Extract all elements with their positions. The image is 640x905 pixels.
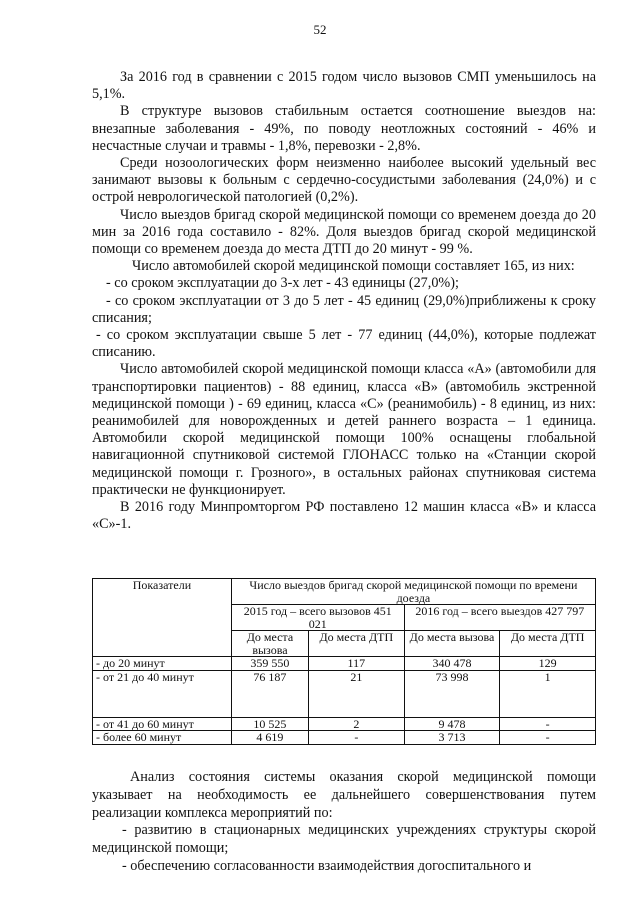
row-label: - более 60 минут bbox=[93, 731, 232, 745]
bottom-text bbox=[92, 769, 596, 876]
paragraph: Среди нозоологических форм неизменно наиболее высокий удельный вес занимают вызовы к больным с сердечно-сосудистыми заболевания (24,0%) и с острой неврологической патологией (0,2%). bbox=[92, 155, 596, 206]
header-2015: 2015 год – всего вызовов 451 021 bbox=[231, 605, 404, 631]
subheader-call: До места вызова bbox=[231, 631, 308, 657]
cell: 4 619 bbox=[231, 731, 308, 745]
subheader-dtp: До места ДТП bbox=[309, 631, 405, 657]
body-text bbox=[92, 69, 596, 533]
cell: 73 998 bbox=[404, 670, 500, 717]
cell: 9 478 bbox=[404, 717, 500, 731]
cell: - bbox=[500, 731, 596, 745]
cell: - bbox=[309, 731, 405, 745]
cell: 359 550 bbox=[231, 657, 308, 671]
page-number: 52 bbox=[313, 22, 327, 37]
list-item: - со сроком эксплуатации от 3 до 5 лет - 45 единиц (29,0%)приближены к сроку списания; bbox=[92, 292, 596, 326]
table-row bbox=[93, 657, 596, 671]
cell: - bbox=[500, 717, 596, 731]
header-group: Число выездов бригад скорой медицинской помощи по времени доезда bbox=[231, 579, 595, 605]
paragraph: В структуре вызовов стабильным остается соотношение выездов на: внезапные заболевания - 49%, по поводу неотложных состояний - 46% и несчастные случаи и травмы - 1,8%, перевозки - 2,8%. bbox=[92, 103, 596, 154]
header-2016: 2016 год – всего выездов 427 797 bbox=[404, 605, 595, 631]
header-indicators: Показатели bbox=[93, 579, 232, 657]
paragraph: Анализ состояния системы оказания скорой медицинской помощи указывает на необходимость ее дальнейшего совершенствования путем реализации комплекса мероприятий по: bbox=[92, 769, 596, 821]
list-item: - со сроком эксплуатации свыше 5 лет - 77 единиц (44,0%), которые подлежат списанию. bbox=[92, 327, 596, 361]
list-item: - со сроком эксплуатации до 3-х лет - 43 единицы (27,0%); bbox=[106, 275, 459, 292]
paragraph: Число автомобилей скорой медицинской помощи составляет 165, из них: bbox=[132, 258, 575, 275]
cell: 76 187 bbox=[231, 670, 308, 717]
table-row bbox=[93, 731, 596, 745]
row-label: - до 20 минут bbox=[93, 657, 232, 671]
cell: 117 bbox=[309, 657, 405, 671]
cell: 10 525 bbox=[231, 717, 308, 731]
subheader-call: До места вызова bbox=[404, 631, 500, 657]
list-item: - развитию в стационарных медицинских учреждениях структуры скорой медицинской помощи; bbox=[92, 822, 596, 857]
subheader-dtp: До места ДТП bbox=[500, 631, 596, 657]
row-label: - от 21 до 40 минут bbox=[93, 670, 232, 717]
cell: 1 bbox=[500, 670, 596, 717]
row-label: - от 41 до 60 минут bbox=[93, 717, 232, 731]
cell: 3 713 bbox=[404, 731, 500, 745]
table-row bbox=[93, 717, 596, 731]
cell: 129 bbox=[500, 657, 596, 671]
cell: 21 bbox=[309, 670, 405, 717]
paragraph: Число выездов бригад скорой медицинской помощи со временем доезда до 20 мин за 2016 года составило - 82%. Доля выездов бригад скорой медицинской помощи со временем доезда до места ДТП до 20 минут - 99 %. bbox=[92, 206, 596, 258]
paragraph: За 2016 год в сравнении с 2015 годом число вызовов СМП уменьшилось на 5,1%. bbox=[92, 69, 596, 103]
statistics-table bbox=[92, 578, 596, 745]
paragraph: Число автомобилей скорой медицинской помощи класса «А» (автомобили для транспортировки пациентов) - 88 единиц, класса «В» (автомобиль экстренной медицинской помощи ) - 69 единиц, класса «С» (реанимобиль) - 8 единиц, из них: реанимобилей для новорожденных и детей раннего возраста – 1 единица. Автомобили скорой медицинской помощи 100% оснащены глобальной навигационной спутниковой системой ГЛОНАСС только на «Станции скорой медицинской помощи г. Грозного», в остальных районах спутниковая система практически не функционирует. bbox=[92, 361, 596, 498]
list-item: - обеспечению согласованности взаимодействия догоспитального и bbox=[122, 857, 532, 874]
paragraph: В 2016 году Минпромторгом РФ поставлено 12 машин класса «В» и класса «С»-1. bbox=[92, 499, 596, 533]
table-row bbox=[93, 670, 596, 717]
cell: 340 478 bbox=[404, 657, 500, 671]
cell: 2 bbox=[309, 717, 405, 731]
